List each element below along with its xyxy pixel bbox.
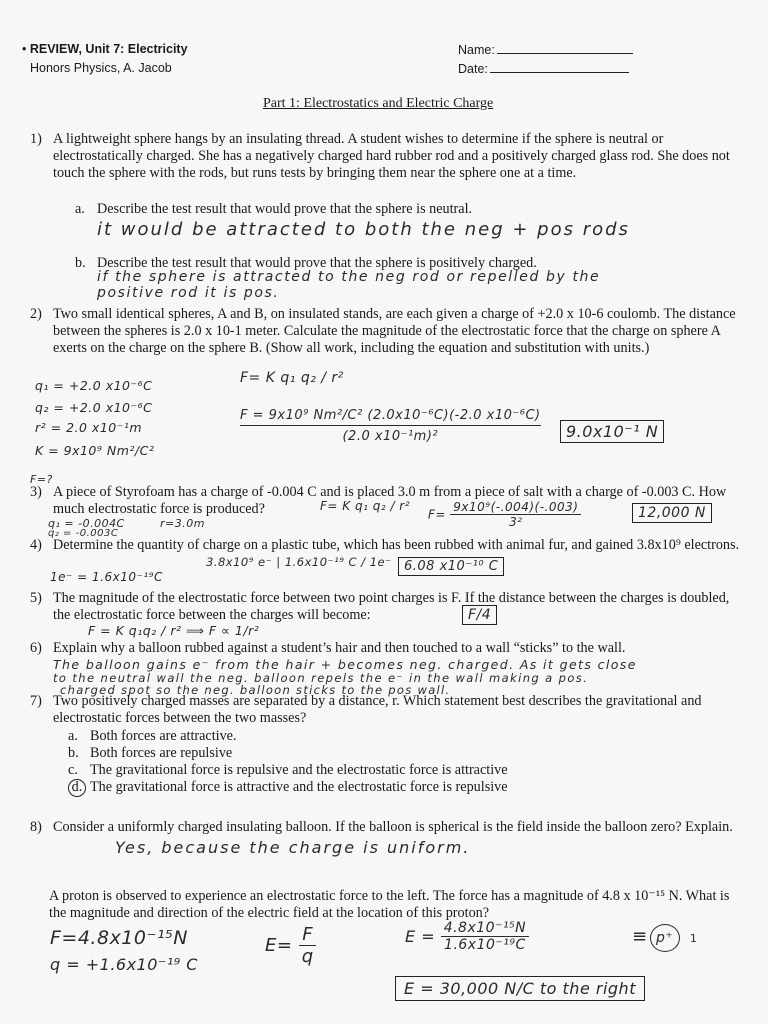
q4-answer-box: 6.08 x10⁻¹⁰ C [398, 557, 504, 576]
q2-substitution: F = 9x10⁹ Nm²/C² (2.0x10⁻⁶C)(-2.0 x10⁻⁶C) (2.0 x10⁻¹m)² [240, 408, 541, 444]
q1a-label: a. [75, 201, 85, 217]
q1a-answer: it would be attracted to both the neg + pos rods [97, 219, 630, 240]
document-title: • REVIEW, Unit 7: Electricity [22, 42, 188, 56]
q2-answer-box: 9.0x10⁻¹ N [560, 420, 664, 443]
part-title: Part 1: Electrostatics and Electric Charge [263, 96, 494, 111]
date-field[interactable]: Date: [458, 62, 629, 76]
proton-circle: p⁺ [650, 924, 680, 952]
q6-answer-line1: The balloon gains e⁻ from the hair + becomes neg. charged. As it gets close [53, 657, 637, 672]
q4-text: Determine the quantity of charge on a plastic tube, which has been rubbed with animal fur, and gained 3.8x10⁹ electrons. [53, 537, 740, 553]
q5-work: F = K q₁q₂ / r² ⟹ F ∝ 1/r² [88, 623, 260, 638]
q7-number: 7) [30, 693, 42, 709]
bullet-mark: • [22, 42, 30, 56]
q2-formula: F= K q₁ q₂ / r² [240, 370, 344, 386]
q4-number: 4) [30, 537, 42, 553]
q1-text: A lightweight sphere hangs by an insulating thread. A student wishes to determine if the sphere is neutral or electrostatically charged. She has a negatively charged hard rubber rod and a positively charged glass rod. She does not touch the sphere with the rods, but runs tests by bringing them near the sphere one at a time. [53, 131, 730, 181]
q9-substitution: E = $\frac{\text{4.8x10⁻¹⁵N}}{\text{1.6x10⁻¹⁹C}}$ [405, 920, 529, 953]
q1-number: 1) [30, 131, 42, 147]
q3-text: A piece of Styrofoam has a charge of -0.004 C and is placed 3.0 m from a piece of salt with a charge of -0.003 C. How much electrostatic force is produced? [53, 484, 727, 517]
q4-work-mult: 3.8x10⁹ e⁻ | 1.6x10⁻¹⁹ C / 1e⁻ [206, 555, 392, 569]
q3-scrawl: F=? [30, 473, 53, 486]
q8-text: Consider a uniformly charged insulating balloon. If the balloon is spherical is the field inside the balloon zero? Explain. [53, 819, 733, 835]
q3-formula: F= K q₁ q₂ / r² [320, 499, 411, 513]
q6-answer-line2: to the neutral wall the neg. balloon repels the e⁻ in the wall making a pos. [53, 671, 589, 685]
q7-option-c[interactable]: c. The gravitational force is repulsive and the electrostatic force is attractive [68, 762, 508, 778]
q4-work-electron: 1e⁻ = 1.6x10⁻¹⁹C [50, 570, 163, 584]
document-subtitle: Honors Physics, A. Jacob [30, 61, 172, 75]
q3-work-q1: q₁ = -0.004C [48, 517, 125, 530]
q7-option-b[interactable]: b. Both forces are repulsive [68, 745, 233, 761]
q1b-label: b. [75, 255, 86, 271]
q1b-answer-line2: positive rod it is pos. [97, 285, 280, 301]
q2-work-q1: q₁ = +2.0 x10⁻⁶C [35, 378, 153, 393]
q9-text: A proton is observed to experience an electrostatic force to the left. The force has a magnitude of 4.8 x 10⁻¹⁵ N. What is the magnitude and direction of the electric field at the location of this proton? [49, 888, 730, 921]
q3-number: 3) [30, 484, 42, 500]
q7-text: Two positively charged masses are separated by a distance, r. Which statement best describes the gravitational and electrostatic forces between the two masses? [53, 693, 702, 726]
q5-number: 5) [30, 590, 42, 606]
q8-number: 8) [30, 819, 42, 835]
q6-text: Explain why a balloon rubbed against a student’s hair and then touched to a wall “sticks” to the wall. [53, 640, 626, 656]
q9-work-charge: q = +1.6x10⁻¹⁹ C [50, 955, 198, 974]
q2-work-k: K = 9x10⁹ Nm²/C² [35, 443, 155, 458]
q2-work-q2: q₂ = +2.0 x10⁻⁶C [35, 400, 153, 415]
q9-answer-box: E = 30,000 N/C to the right [395, 976, 645, 1001]
q9-formula: E= $\frac{F}{q}$ [265, 924, 317, 967]
q9-proton-note: ≡ p⁺ 1 [632, 924, 697, 952]
q9-work-force: F=4.8x10⁻¹⁵N [50, 927, 188, 949]
q1b-text: Describe the test result that would prove that the sphere is positively charged. [97, 255, 537, 271]
q2-text: Two small identical spheres, A and B, on insulated stands, are each given a charge of +2.0 x 10-6 coulomb. The distance between the spheres is 2.0 x 10-1 meter. Calculate the magnitude of the electrostatic force that the charge on sphere A exerts on the charge on the sphere B. (Show all work, including the equation and substitution with units.) [53, 306, 736, 356]
q2-number: 2) [30, 306, 42, 322]
q3-substitution: F= $\frac{\text{9x10⁹(-.004)(-.003)}}{\text{3²}}$ [428, 500, 581, 529]
selected-answer-circle: d. [68, 779, 86, 797]
q3-work-r: r=3.0m [160, 517, 205, 530]
q7-option-a[interactable]: a. Both forces are attractive. [68, 728, 237, 744]
q7-option-d[interactable]: d. The gravitational force is attractive and the electrostatic force is repulsive [68, 779, 508, 797]
q2-work-r: r² = 2.0 x10⁻¹m [35, 420, 143, 435]
q8-answer: Yes, because the charge is uniform. [115, 838, 471, 857]
q5-answer-box: F/4 [462, 605, 497, 625]
q1a-text: Describe the test result that would prove that the sphere is neutral. [97, 201, 473, 217]
q6-number: 6) [30, 640, 42, 656]
q5-text: The magnitude of the electrostatic force between two point charges is F. If the distance between the charges is doubled, the electrostatic force between the charges will become: [53, 590, 730, 623]
page-mark: 1 [689, 932, 698, 945]
q6-answer-line3: charged spot so the neg. balloon sticks to the pos wall. [60, 683, 451, 697]
q7-options [68, 728, 508, 797]
q1b-answer-line1: if the sphere is attracted to the neg rod or repelled by the [97, 269, 601, 285]
name-field[interactable]: Name: [458, 43, 633, 57]
q3-answer-box: 12,000 N [632, 503, 712, 523]
q3-work-q2: q₂ = -0.003C [48, 528, 119, 539]
